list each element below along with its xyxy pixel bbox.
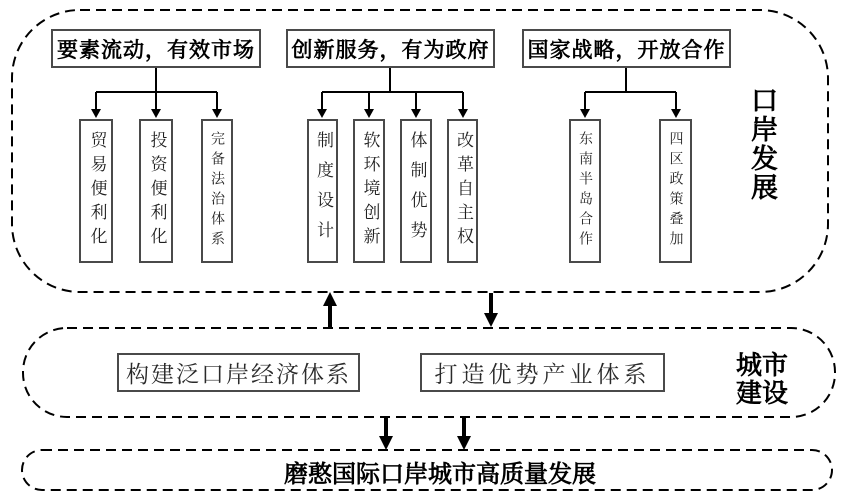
middle-section-label-city-construction: 城市建设 [736,350,789,408]
item-label: 四区政策叠加 [667,131,684,251]
middle-box-advantage-industry: 打造优势产业体系 [420,353,665,392]
item-label: 完备法治体系 [209,131,225,251]
header-box-innovation-service: 创新服务，有为政府 [286,29,495,68]
item-label: 东南半岛合作 [577,131,593,251]
item-label: 制度设计 [313,131,333,251]
item-box-legal-system [201,119,233,263]
top-section-label-port-development: 口岸发展 [747,86,777,202]
item-box-soft-environment-innovation [353,119,385,263]
item-label: 投资便利化 [146,131,167,251]
header-box-factor-flow: 要素流动，有效市场 [51,29,261,68]
down-arrow-top [484,293,498,327]
group1-connector [91,68,222,118]
item-box-reform-autonomy [447,119,478,263]
header-box-national-strategy: 国家战略，开放合作 [522,29,731,68]
item-label: 体制优势 [406,131,427,251]
item-box-institutional-design [307,119,338,263]
group3-connector [580,68,681,118]
item-label: 贸易便利化 [86,131,107,251]
middle-box-pan-port-economy: 构建泛口岸经济体系 [117,353,360,392]
down-arrow-right [457,418,471,450]
down-arrow-left [379,418,393,450]
item-label: 软环境创新 [359,131,380,251]
group2-connector [317,68,468,118]
item-box-system-advantage [400,119,432,263]
goal-text-mohan-high-quality-development: 磨憨国际口岸城市高质量发展 [284,460,596,488]
item-box-trade-facilitation [79,119,113,263]
item-label: 改革自主权 [453,131,473,251]
item-box-peninsula-cooperation [569,119,601,263]
item-box-four-zone-policy [659,119,692,263]
item-box-investment-facilitation [139,119,173,263]
up-arrow [323,292,337,327]
